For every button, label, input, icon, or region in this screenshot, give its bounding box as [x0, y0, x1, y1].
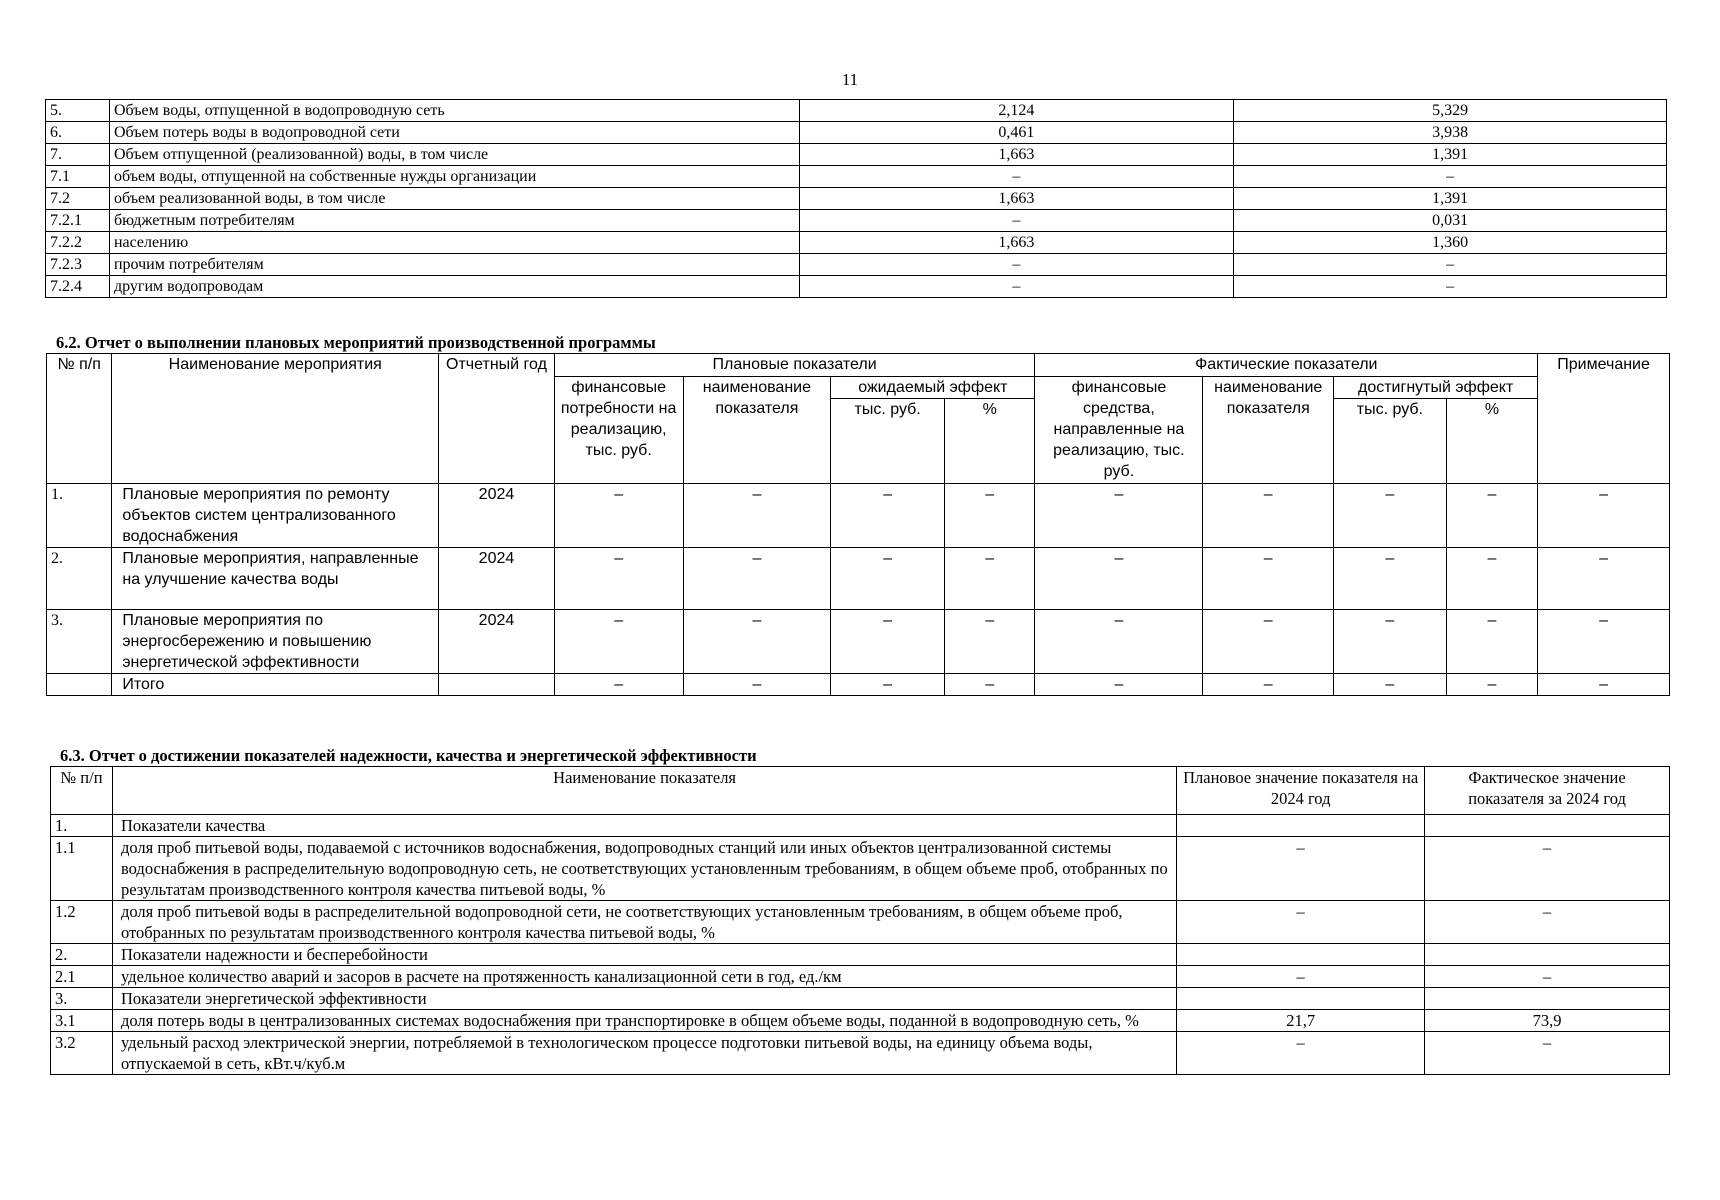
row-name: Объем отпущенной (реализованной) воды, в том числе: [109, 144, 799, 166]
indicator-row: [51, 966, 1670, 988]
indicator-name: доля проб питьевой воды, подаваемой с источников водоснабжения, водопроводных станций или иных объектов централизованной системы водоснабжения в распределительную водопроводную сеть, не соответствующих установленным требованиям, в общем объеме проб, отобранных по результатам производственного контроля качества питьевой воды, %: [112, 837, 1176, 901]
col-note-header: Примечание: [1538, 354, 1670, 484]
indicator-fact: –: [1425, 837, 1670, 901]
achieved-pct-header: %: [1446, 399, 1538, 484]
col-name-header: Наименование мероприятия: [112, 354, 439, 484]
total-number-cell: [47, 674, 112, 696]
activity-row: [47, 548, 1670, 610]
fact-value: –: [1234, 276, 1667, 298]
dash-cell: –: [683, 674, 831, 696]
row-name: прочим потребителям: [109, 254, 799, 276]
dash-cell: –: [1334, 610, 1447, 674]
dash-cell: –: [1446, 610, 1538, 674]
row-number: 7.2.4: [46, 276, 110, 298]
dash-cell: –: [831, 548, 945, 610]
indicator-fact: 73,9: [1425, 1010, 1670, 1032]
dash-cell: –: [1334, 548, 1447, 610]
indicator-name: Показатели надежности и бесперебойности: [112, 944, 1176, 966]
fact-indicator-header: наименование показателя: [1203, 377, 1334, 484]
dash-cell: –: [1203, 484, 1334, 548]
table-row: [46, 166, 1667, 188]
table-row: [46, 232, 1667, 254]
dash-cell: –: [1203, 674, 1334, 696]
indicator-number: 3.1: [51, 1010, 113, 1032]
dash-cell: –: [1334, 674, 1447, 696]
activity-number: 1.: [47, 484, 112, 548]
row-name: населению: [109, 232, 799, 254]
achieved-effect-header: достигнутый эффект: [1334, 377, 1538, 399]
activity-name: Плановые мероприятия по ремонту объектов систем централизованного водоснабжения: [112, 484, 439, 548]
table-row: [46, 276, 1667, 298]
page-number: 11: [841, 70, 859, 89]
table-row: [46, 122, 1667, 144]
indicator-plan: –: [1177, 966, 1425, 988]
fact-value: 1,360: [1234, 232, 1667, 254]
row-number: 7.2.1: [46, 210, 110, 232]
indicator-plan: [1177, 815, 1425, 837]
row-name: бюджетным потребителям: [109, 210, 799, 232]
dash-cell: –: [1035, 610, 1203, 674]
table-row: [46, 210, 1667, 232]
indicator-number: 2.: [51, 944, 113, 966]
indicator-number: 1.: [51, 815, 113, 837]
dash-cell: –: [1035, 548, 1203, 610]
table-row: [46, 188, 1667, 210]
indicator-fact: –: [1425, 966, 1670, 988]
plan-value: 1,663: [799, 188, 1234, 210]
total-year-cell: [439, 674, 555, 696]
dash-cell: –: [1446, 484, 1538, 548]
fact-value: 1,391: [1234, 144, 1667, 166]
indicator-name: доля потерь воды в централизованных системах водоснабжения при транспортировке в общем объеме воды, поданной в водопроводную сеть, %: [112, 1010, 1176, 1032]
dash-cell: –: [1334, 484, 1447, 548]
indicator-name: доля проб питьевой воды в распределительной водопроводной сети, не соответствующих установленным требованиям, в общем объеме проб, отобранных по результатам производственного контроля качества питьевой воды, %: [112, 901, 1176, 944]
indicator-fact: [1425, 988, 1670, 1010]
plan-value: –: [799, 166, 1234, 188]
dash-cell: –: [944, 610, 1035, 674]
fact-value: 5,329: [1234, 100, 1667, 122]
row-name: объем воды, отпущенной на собственные нужды организации: [109, 166, 799, 188]
dash-cell: –: [1035, 674, 1203, 696]
dash-cell: –: [1538, 674, 1670, 696]
table-row: [46, 254, 1667, 276]
dash-cell: –: [944, 674, 1035, 696]
dash-cell: –: [1446, 674, 1538, 696]
fact-value: 1,391: [1234, 188, 1667, 210]
indicator-plan: –: [1177, 837, 1425, 901]
activity-row: [47, 610, 1670, 674]
row-number: 6.: [46, 122, 110, 144]
indicator-row: [51, 944, 1670, 966]
dash-cell: –: [1538, 484, 1670, 548]
expected-pct-header: %: [944, 399, 1035, 484]
indicator-row: [51, 1010, 1670, 1032]
dash-cell: –: [1538, 548, 1670, 610]
dash-cell: –: [944, 548, 1035, 610]
row-name: объем реализованной воды, в том числе: [109, 188, 799, 210]
plan-value: –: [799, 210, 1234, 232]
indicator-plan: [1177, 944, 1425, 966]
dash-cell: –: [554, 674, 683, 696]
plan-value: 0,461: [799, 122, 1234, 144]
indicator-row: [51, 901, 1670, 944]
indicator-fact: –: [1425, 901, 1670, 944]
activity-year: 2024: [439, 610, 555, 674]
dash-cell: –: [1538, 610, 1670, 674]
dash-cell: –: [831, 674, 945, 696]
plan-value: –: [799, 276, 1234, 298]
indicator-number: 3.2: [51, 1032, 113, 1075]
dash-cell: –: [831, 484, 945, 548]
indicator-name: удельное количество аварий и засоров в расчете на протяженность канализационной сети в год, ед./км: [112, 966, 1176, 988]
row-number: 7.2.3: [46, 254, 110, 276]
fact-value: 3,938: [1234, 122, 1667, 144]
dash-cell: –: [554, 610, 683, 674]
row-name: другим водопроводам: [109, 276, 799, 298]
plan-value: 1,663: [799, 232, 1234, 254]
actual-indicators-header: Фактические показатели: [1035, 354, 1538, 377]
section-6-3-title: 6.3. Отчет о достижении показателей надежности, качества и энергетической эффективности: [60, 746, 757, 765]
fact-value: –: [1234, 254, 1667, 276]
dash-cell: –: [1203, 548, 1334, 610]
activity-name: Плановые мероприятия по энергосбережению и повышению энергетической эффективности: [112, 610, 439, 674]
indicator-fact: [1425, 815, 1670, 837]
row-number: 5.: [46, 100, 110, 122]
plan-value: 1,663: [799, 144, 1234, 166]
water-volume-table: [45, 99, 1667, 298]
expected-thous-header: тыс. руб.: [831, 399, 945, 484]
plan-value: –: [799, 254, 1234, 276]
dash-cell: –: [683, 484, 831, 548]
indicator-number: 1.2: [51, 901, 113, 944]
ind-fact-header: Фактическое значение показателя за 2024 год: [1425, 767, 1670, 815]
indicator-number: 3.: [51, 988, 113, 1010]
col-year-header: Отчетный год: [439, 354, 555, 484]
indicator-row: [51, 815, 1670, 837]
total-label: Итого: [112, 674, 439, 696]
plan-indicator-header: наименование показателя: [683, 377, 831, 484]
indicator-plan: –: [1177, 901, 1425, 944]
dash-cell: –: [554, 548, 683, 610]
fact-value: 0,031: [1234, 210, 1667, 232]
indicator-name: Показатели энергетической эффективности: [112, 988, 1176, 1010]
indicator-row: [51, 837, 1670, 901]
fact-fin-header: финансовые средства, направленные на реализацию, тыс. руб.: [1035, 377, 1203, 484]
activity-year: 2024: [439, 548, 555, 610]
dash-cell: –: [944, 484, 1035, 548]
indicator-plan: –: [1177, 1032, 1425, 1075]
planned-indicators-header: Плановые показатели: [554, 354, 1035, 377]
indicator-row: [51, 988, 1670, 1010]
dash-cell: –: [1203, 610, 1334, 674]
indicator-name: Показатели качества: [112, 815, 1176, 837]
achieved-thous-header: тыс. руб.: [1334, 399, 1447, 484]
dash-cell: –: [554, 484, 683, 548]
dash-cell: –: [683, 610, 831, 674]
activity-row: [47, 484, 1670, 548]
dash-cell: –: [1446, 548, 1538, 610]
col-num-header: № п/п: [47, 354, 112, 484]
row-number: 7.1: [46, 166, 110, 188]
table-row: [46, 100, 1667, 122]
row-number: 7.: [46, 144, 110, 166]
indicator-number: 1.1: [51, 837, 113, 901]
plan-value: 2,124: [799, 100, 1234, 122]
activity-name: Плановые мероприятия, направленные на улучшение качества воды: [112, 548, 439, 610]
indicators-table: [50, 766, 1670, 1075]
row-number: 7.2: [46, 188, 110, 210]
ind-name-header: Наименование показателя: [112, 767, 1176, 815]
total-row: [47, 674, 1670, 696]
dash-cell: –: [831, 610, 945, 674]
activity-number: 2.: [47, 548, 112, 610]
dash-cell: –: [683, 548, 831, 610]
activity-year: 2024: [439, 484, 555, 548]
activity-number: 3.: [47, 610, 112, 674]
indicator-name: удельный расход электрической энергии, потребляемой в технологическом процессе подготовки питьевой воды, на единицу объема воды, отпускаемой в сеть, кВт.ч/куб.м: [112, 1032, 1176, 1075]
section-6-2-title: 6.2. Отчет о выполнении плановых мероприятий производственной программы: [56, 333, 656, 352]
ind-num-header: № п/п: [51, 767, 113, 815]
table-row: [46, 144, 1667, 166]
indicator-plan: [1177, 988, 1425, 1010]
dash-cell: –: [1035, 484, 1203, 548]
indicator-plan: 21,7: [1177, 1010, 1425, 1032]
indicator-row: [51, 1032, 1670, 1075]
indicator-fact: –: [1425, 1032, 1670, 1075]
row-number: 7.2.2: [46, 232, 110, 254]
fact-value: –: [1234, 166, 1667, 188]
ind-plan-header: Плановое значение показателя на 2024 год: [1177, 767, 1425, 815]
plan-fin-header: финансовые потребности на реализацию, тыс. руб.: [554, 377, 683, 484]
indicator-number: 2.1: [51, 966, 113, 988]
row-name: Объем потерь воды в водопроводной сети: [109, 122, 799, 144]
planned-activities-table: [46, 353, 1670, 696]
expected-effect-header: ожидаемый эффект: [831, 377, 1035, 399]
row-name: Объем воды, отпущенной в водопроводную сеть: [109, 100, 799, 122]
indicator-fact: [1425, 944, 1670, 966]
